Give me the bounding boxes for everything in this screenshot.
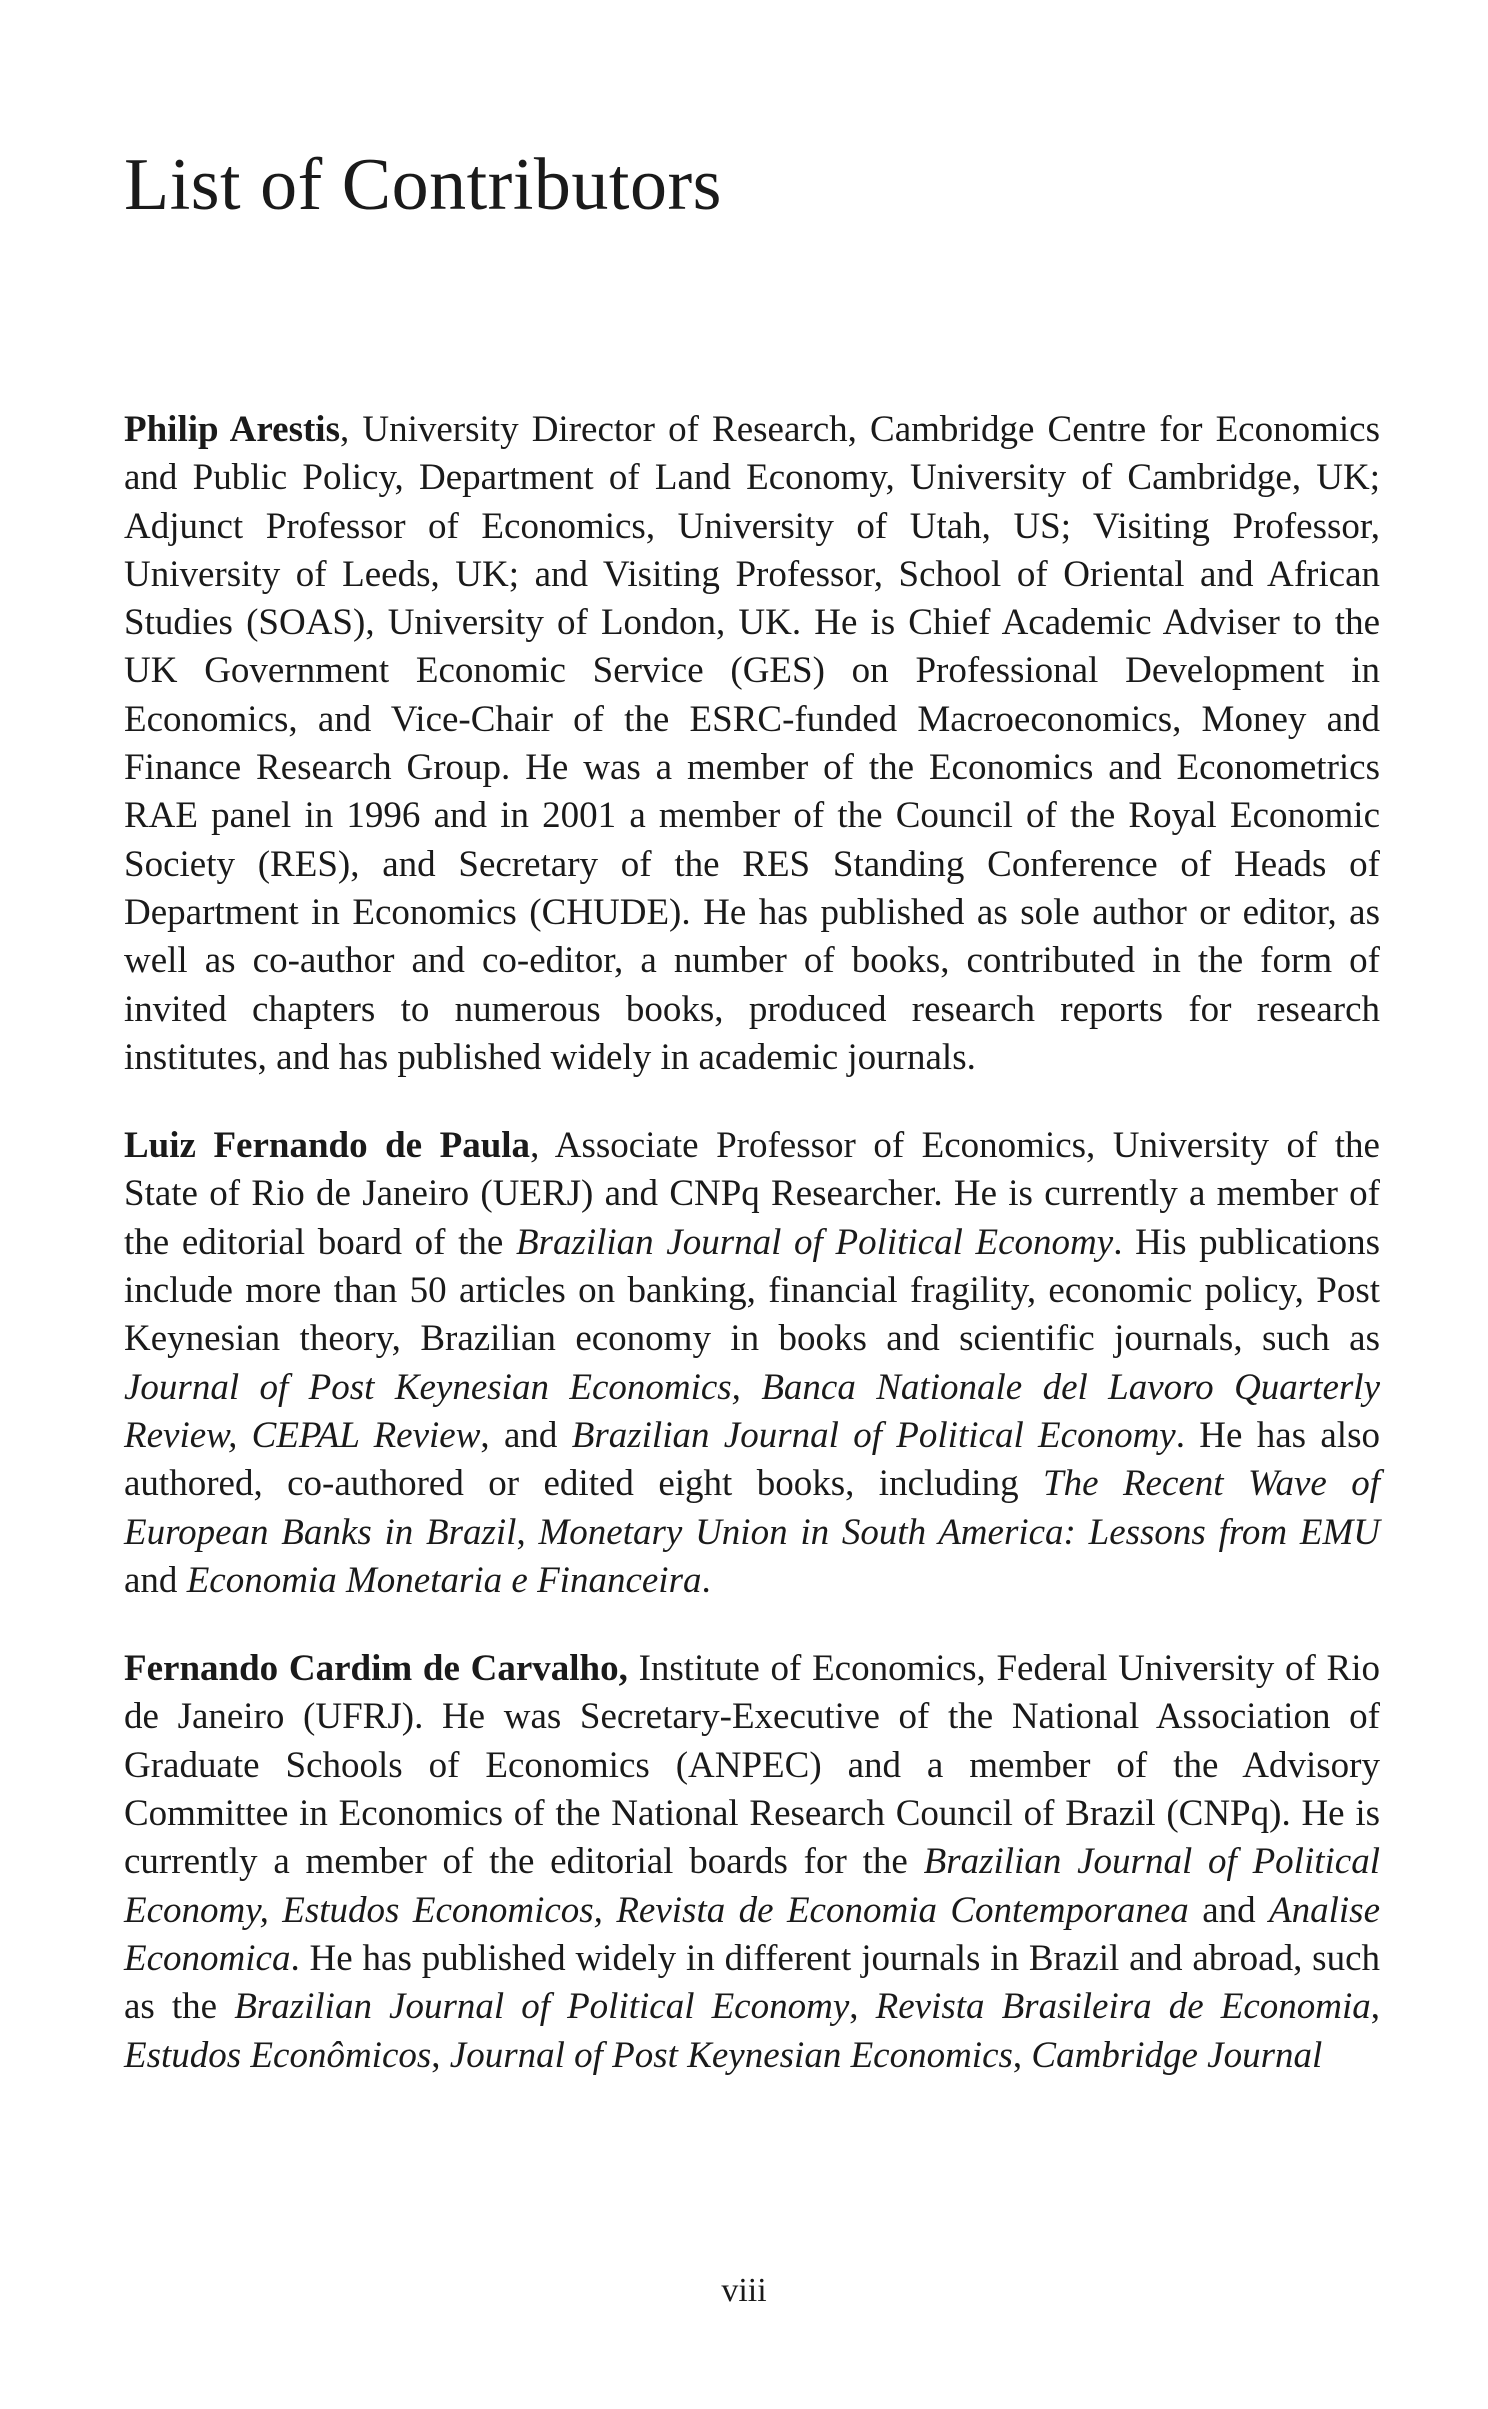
page-number: viii bbox=[721, 2272, 767, 2309]
body-text: , and bbox=[480, 1414, 572, 1456]
contributor-entry-arestis bbox=[124, 406, 1380, 1082]
contributor-name: Fernando Cardim de Carvalho, bbox=[124, 1648, 628, 1690]
publication-title: Brazilian Journal of Political Economy bbox=[571, 1414, 1176, 1456]
body-text: . His publications include more than 50 articles on banking, financial fragility, economic policy, Post Keynesian theory, Brazilian economy in books and scientific journals, such as bbox=[124, 1221, 1380, 1360]
body-text: , bbox=[516, 1511, 539, 1553]
contributor-name: Luiz Fernando de Paula bbox=[124, 1125, 531, 1167]
publication-title: The Recent Wave of European Banks in Brazil bbox=[124, 1463, 1380, 1553]
publication-title: Journal of Post Keynesian Economics, Banca Nationale del Lavoro Quarterly Review, CEPAL Review bbox=[124, 1366, 1380, 1456]
body-text: , bbox=[431, 2034, 450, 2076]
publication-title: Estudos Econômicos bbox=[124, 2034, 432, 2076]
body-text: . He has also authored, co-authored or edited eight books, including bbox=[124, 1414, 1380, 1505]
body-text: . bbox=[701, 1559, 711, 1601]
page-title: List of Contributors bbox=[124, 144, 722, 226]
publication-title: Monetary Union in South America: Lessons from EMU bbox=[538, 1511, 1380, 1553]
contributor-entry-de-paula bbox=[124, 1122, 1380, 1605]
body-text: , bbox=[849, 1986, 876, 2028]
body-text: and bbox=[1188, 1889, 1270, 1931]
body-text: and bbox=[124, 1559, 187, 1601]
publication-title: Brazilian Journal of Political Economy, Estudos Economicos, Revista de Economia Contemporanea bbox=[124, 1841, 1380, 1931]
contributor-name: Philip Arestis bbox=[124, 409, 340, 450]
publication-title: Cambridge Journal bbox=[1031, 2034, 1323, 2076]
body-text: , bbox=[1012, 2034, 1032, 2076]
contributor-list bbox=[124, 406, 1380, 2120]
body-text: Institute of Economics, Federal University of Rio de Janeiro (UFRJ). He was Secretary-Executive of the National Association of Graduate Schools of Economics (ANPEC) and a member of the Advisory Committee in Economics of the National Research Council of Brazil (CNPq). He is currently a member of the editorial boards for the bbox=[124, 1648, 1380, 1883]
publication-title: Brazilian Journal of Political Economy bbox=[515, 1221, 1114, 1263]
publication-title: Journal of Post Keynesian Economics bbox=[449, 2034, 1013, 2076]
publication-title: Economia Monetaria e Financeira bbox=[186, 1559, 702, 1601]
body-text: . He has published widely in different journals in Brazil and abroad, such as the bbox=[124, 1937, 1380, 2028]
body-text: , University Director of Research, Cambridge Centre for Economics and Public Policy, Department of Land Economy, University of Cambridge, UK; Adjunct Professor of Economics, University of Utah, US; Visiting Professor, University of Leeds, UK; and Visiting Professor, School of Oriental and African Studies (SOAS), University of London, UK. He is Chief Academic Adviser to the UK Government Economic Service (GES) on Professional Development in Economics, and Vice-Chair of the ESRC-funded Macroeconomics, Money and Finance Research Group. He was a member of the Economics and Econometrics RAE panel in 1996 and in 2001 a member of the Council of the Royal Economic Society (RES), and Secretary of the RES Standing Conference of Heads of Department in Economics (CHUDE). He has published as sole author or editor, as well as co-author and co-editor, a number of books, contributed in the form of invited chapters to numerous books, produced research reports for research institutes, and has published widely in academic journals. bbox=[124, 409, 1380, 1078]
publication-title: Revista Brasileira de Economia bbox=[875, 1986, 1371, 2028]
body-text: , bbox=[1370, 1986, 1381, 2028]
publication-title: Brazilian Journal of Political Economy bbox=[234, 1986, 850, 2028]
contributor-entry-de-carvalho bbox=[124, 1645, 1380, 2080]
body-text: , Associate Professor of Economics, University of the State of Rio de Janeiro (UERJ) and CNPq Researcher. He is currently a member of the editorial board of the bbox=[124, 1125, 1380, 1263]
publication-title: Analise Economica bbox=[124, 1889, 1380, 1979]
